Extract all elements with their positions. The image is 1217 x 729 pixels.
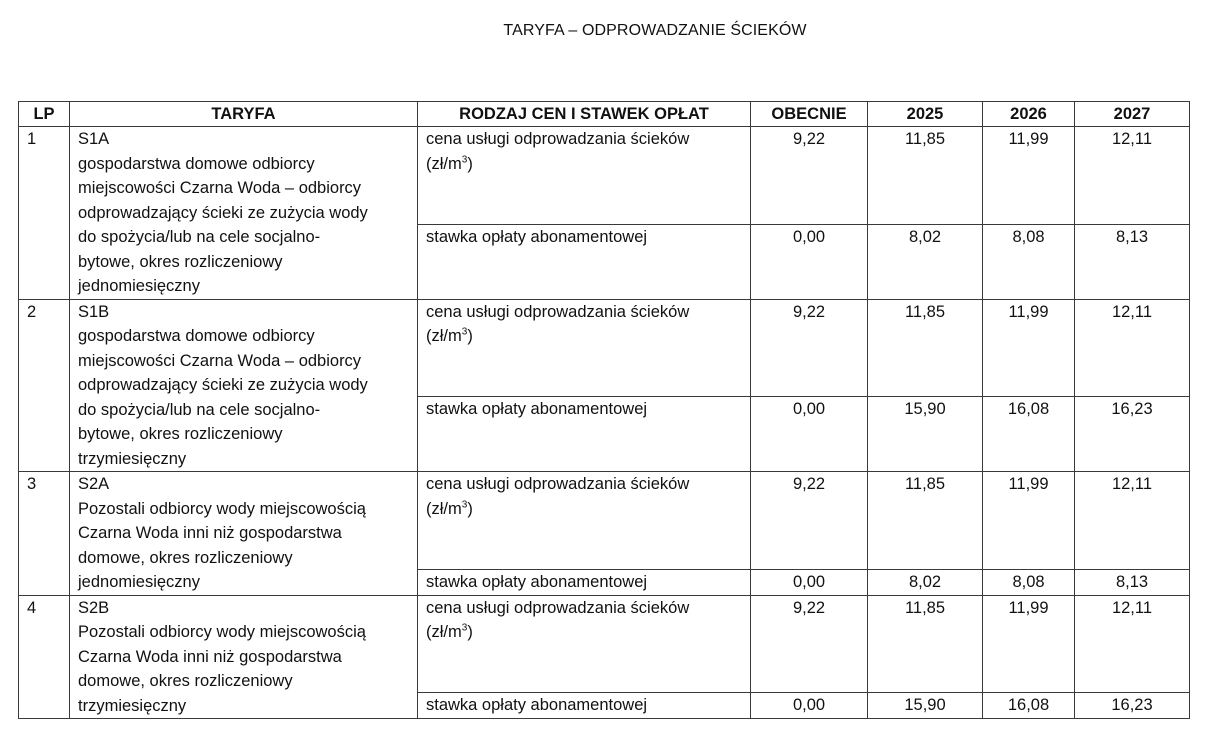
unit-superscript: 3	[461, 326, 468, 338]
unit-end: )	[467, 327, 473, 345]
tariff-table	[18, 101, 1190, 719]
value-obecnie: 0,00	[751, 397, 868, 472]
value-obecnie: 9,22	[751, 127, 868, 225]
value-2025: 8,02	[868, 569, 983, 595]
value-2027: 12,11	[1075, 595, 1190, 693]
value-obecnie: 0,00	[751, 693, 868, 719]
value-2026: 16,08	[983, 397, 1075, 472]
document-title: TARYFA – ODPROWADZANIE ŚCIEKÓW	[503, 22, 807, 39]
tariff-description-line: odprowadzający ścieki ze zużycia wody	[78, 376, 368, 394]
lp-cell: 4	[19, 595, 70, 719]
value-2026: 16,08	[983, 693, 1075, 719]
header-2027: 2027	[1075, 102, 1190, 127]
value-obecnie: 9,22	[751, 299, 868, 397]
value-2026: 8,08	[983, 569, 1075, 595]
price-label: cena usługi odprowadzania ścieków	[426, 475, 690, 493]
tariff-cell	[70, 127, 418, 300]
table-row	[19, 472, 1190, 570]
header-lp: LP	[19, 102, 70, 127]
value-obecnie: 9,22	[751, 595, 868, 693]
tariff-description-line: gospodarstwa domowe odbiorcy	[78, 154, 315, 173]
tariff-description-line: bytowe, okres rozliczeniowy	[78, 252, 283, 271]
tariff-description-line: miejscowości Czarna Woda – odbiorcy	[78, 179, 362, 197]
price-unit	[426, 497, 742, 522]
lp-cell: 2	[19, 299, 70, 472]
value-2025: 11,85	[868, 472, 983, 570]
tariff-description-line: odprowadzający ścieki ze zużycia wody	[78, 203, 368, 222]
table-row	[19, 299, 1190, 397]
value-2025: 15,90	[868, 693, 983, 719]
value-2026: 11,99	[983, 472, 1075, 570]
tariff-cell	[70, 472, 418, 596]
value-2025: 11,85	[868, 299, 983, 397]
price-label: cena usługi odprowadzania ścieków	[426, 302, 690, 321]
tariff-description-line: miejscowości Czarna Woda – odbiorcy	[78, 351, 362, 370]
fee-type-cell: stawka opłaty abonamentowej	[418, 569, 751, 595]
tariff-description-line: do spożycia/lub na cele socjalno-	[78, 400, 321, 419]
tariff-description-line: trzymiesięczny	[78, 696, 187, 715]
price-type-cell	[418, 127, 751, 225]
header-rodzaj: RODZAJ CEN I STAWEK OPŁAT	[418, 102, 751, 127]
value-2027: 12,11	[1075, 299, 1190, 397]
tariff-description-line: gospodarstwa domowe odbiorcy	[78, 327, 315, 345]
tariff-description-line: domowe, okres rozliczeniowy	[78, 548, 293, 567]
tariff-description-line: Pozostali odbiorcy wody miejscowością	[78, 623, 366, 641]
price-type-cell	[418, 472, 751, 570]
unit-text: (zł/m	[426, 327, 462, 345]
unit-text: (zł/m	[426, 154, 462, 173]
value-2027: 8,13	[1075, 224, 1190, 299]
value-2026: 8,08	[983, 224, 1075, 299]
unit-superscript: 3	[461, 499, 468, 510]
fee-type-cell: stawka opłaty abonamentowej	[418, 397, 751, 472]
value-obecnie: 9,22	[751, 472, 868, 570]
lp-cell: 3	[19, 472, 70, 596]
unit-superscript: 3	[461, 622, 468, 634]
unit-end: )	[467, 499, 473, 518]
table-row	[19, 127, 1190, 225]
lp-cell: 1	[19, 127, 70, 300]
price-unit	[426, 324, 742, 349]
value-2025: 15,90	[868, 397, 983, 472]
value-2027: 12,11	[1075, 127, 1190, 225]
tariff-description-line: jednomiesięczny	[78, 277, 200, 295]
value-2027: 12,11	[1075, 472, 1190, 570]
value-2027: 8,13	[1075, 569, 1190, 595]
unit-text: (zł/m	[426, 499, 462, 518]
tariff-description-line: jednomiesięczny	[78, 573, 200, 591]
tariff-description-line: trzymiesięczny	[78, 449, 187, 468]
value-2025: 11,85	[868, 595, 983, 693]
tariff-description-line: domowe, okres rozliczeniowy	[78, 672, 293, 690]
tariff-description-line: Pozostali odbiorcy wody miejscowością	[78, 499, 366, 518]
price-label: cena usługi odprowadzania ścieków	[426, 598, 690, 617]
table-header-row	[19, 102, 1190, 127]
value-2026: 11,99	[983, 127, 1075, 225]
tariff-code: S2A	[78, 475, 110, 493]
tariff-code: S2B	[78, 598, 110, 617]
value-2027: 16,23	[1075, 397, 1190, 472]
table-row	[19, 595, 1190, 693]
price-label: cena usługi odprowadzania ścieków	[426, 130, 690, 148]
tariff-description-line: bytowe, okres rozliczeniowy	[78, 425, 283, 443]
value-obecnie: 0,00	[751, 224, 868, 299]
value-2027: 16,23	[1075, 693, 1190, 719]
value-obecnie: 0,00	[751, 569, 868, 595]
price-type-cell	[418, 595, 751, 693]
tariff-code: S1B	[78, 302, 110, 321]
unit-end: )	[467, 154, 473, 173]
fee-type-cell: stawka opłaty abonamentowej	[418, 693, 751, 719]
value-2026: 11,99	[983, 299, 1075, 397]
header-2025: 2025	[868, 102, 983, 127]
header-taryfa: TARYFA	[70, 102, 418, 127]
value-2025: 11,85	[868, 127, 983, 225]
tariff-description-line: do spożycia/lub na cele socjalno-	[78, 228, 321, 246]
value-2026: 11,99	[983, 595, 1075, 693]
tariff-description-line: Czarna Woda inni niż gospodarstwa	[78, 524, 342, 542]
price-type-cell	[418, 299, 751, 397]
value-2025: 8,02	[868, 224, 983, 299]
fee-type-cell: stawka opłaty abonamentowej	[418, 224, 751, 299]
unit-end: )	[467, 623, 473, 641]
price-unit	[426, 152, 742, 177]
price-unit	[426, 620, 742, 645]
tariff-code: S1A	[78, 130, 110, 148]
tariff-cell	[70, 595, 418, 719]
tariff-cell	[70, 299, 418, 472]
tariff-description-line: Czarna Woda inni niż gospodarstwa	[78, 647, 342, 666]
unit-superscript: 3	[461, 154, 468, 165]
header-2026: 2026	[983, 102, 1075, 127]
unit-text: (zł/m	[426, 623, 462, 641]
header-obecnie: OBECNIE	[751, 102, 868, 127]
